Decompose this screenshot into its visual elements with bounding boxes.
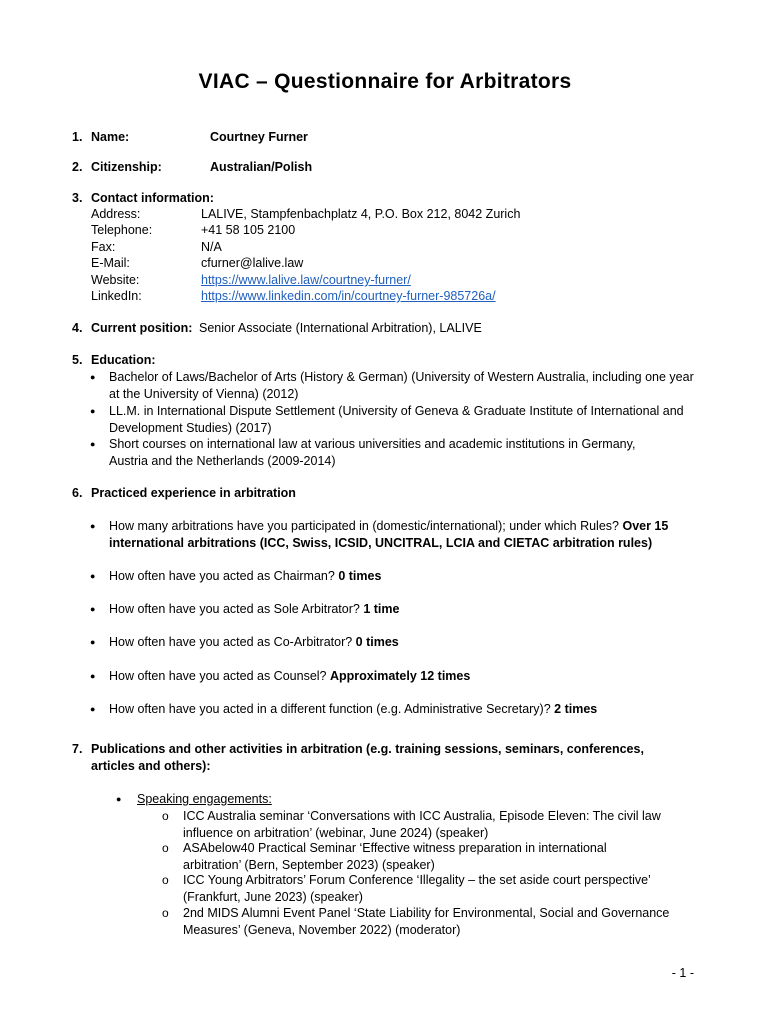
experience-question bbox=[109, 568, 381, 584]
education-heading: Education: bbox=[91, 353, 156, 367]
fax-value: N/A bbox=[201, 240, 222, 254]
telephone-value: +41 58 105 2100 bbox=[201, 223, 296, 237]
publications-heading: Publications and other activities in arbitration (e.g. training sessions, seminars, conferences, articles and others): bbox=[91, 742, 644, 773]
bullet-icon: ● bbox=[90, 637, 96, 647]
position-label: Current position: bbox=[91, 321, 193, 335]
address-value: LALIVE, Stampfenbachplatz 4, P.O. Box 212, 8042 Zurich bbox=[201, 207, 521, 221]
bullet-icon: ● bbox=[90, 521, 96, 531]
bullet-icon: ● bbox=[90, 604, 96, 614]
circle-bullet-icon: o bbox=[162, 809, 169, 823]
education-item: LL.M. in International Dispute Settlement (University of Geneva & Graduate Institute of International and Development Studies) (2017) bbox=[109, 404, 684, 435]
linkedin-link[interactable]: https://www.linkedin.com/in/courtney-furner-985726a/ bbox=[201, 289, 496, 303]
circle-bullet-icon: o bbox=[162, 841, 169, 855]
bullet-icon: ● bbox=[90, 571, 96, 581]
circle-bullet-icon: o bbox=[162, 906, 169, 920]
citizenship-label: Citizenship: bbox=[91, 160, 162, 174]
email-label: E-Mail: bbox=[91, 256, 130, 270]
answer-text: 2 times bbox=[554, 702, 598, 716]
document-title: VIAC – Questionnaire for Arbitrators bbox=[198, 70, 572, 93]
section-number: 6. bbox=[72, 486, 83, 500]
email-value: cfurner@lalive.law bbox=[201, 256, 304, 270]
website-label: Website: bbox=[91, 273, 140, 287]
answer-text: 0 times bbox=[355, 635, 399, 649]
fax-label: Fax: bbox=[91, 240, 116, 254]
speaking-item: ICC Young Arbitrators’ Forum Conference ‘Illegality – the set aside court perspective’ (Frankfurt, June 2023) (speaker) bbox=[183, 873, 651, 904]
question-text: How many arbitrations have you participated in (domestic/international); under which Rules? bbox=[109, 519, 619, 533]
answer-text: Over 15 international arbitrations (ICC, Swiss, ICSID, UNCITRAL, LCIA and CIETAC arbitration rules) bbox=[109, 519, 669, 550]
telephone-label: Telephone: bbox=[91, 223, 153, 237]
experience-question bbox=[109, 518, 701, 551]
bullet-icon: ● bbox=[90, 704, 96, 714]
circle-bullet-icon: o bbox=[162, 873, 169, 887]
experience-question bbox=[109, 701, 597, 717]
name-value: Courtney Furner bbox=[210, 130, 308, 144]
page-number: - 1 - bbox=[671, 966, 694, 980]
experience-question bbox=[109, 601, 399, 617]
bullet-icon: ● bbox=[116, 794, 122, 804]
question-text: How often have you acted as Sole Arbitrator? bbox=[109, 602, 360, 616]
question-text: How often have you acted as Co-Arbitrator? bbox=[109, 635, 353, 649]
answer-text: 1 time bbox=[363, 602, 400, 616]
speaking-item: ASAbelow40 Practical Seminar ‘Effective witness preparation in international arbitration’ (Bern, September 2023) (speaker) bbox=[183, 841, 607, 872]
speaking-item: 2nd MIDS Alumni Event Panel ‘State Liability for Environmental, Social and Governance Measures’ (Geneva, November 2022) (moderator) bbox=[183, 906, 670, 937]
bullet-icon: ● bbox=[90, 372, 96, 382]
address-label: Address: bbox=[91, 207, 141, 221]
experience-heading: Practiced experience in arbitration bbox=[91, 486, 296, 500]
section-number: 7. bbox=[72, 742, 83, 756]
speaking-engagements-label: Speaking engagements: bbox=[137, 792, 272, 806]
question-text: How often have you acted as Chairman? bbox=[109, 569, 335, 583]
linkedin-label: LinkedIn: bbox=[91, 289, 142, 303]
section-number: 5. bbox=[72, 353, 83, 367]
contact-heading: Contact information: bbox=[91, 191, 214, 205]
question-text: How often have you acted in a different function (e.g. Administrative Secretary)? bbox=[109, 702, 551, 716]
section-number: 4. bbox=[72, 321, 83, 335]
speaking-item: ICC Australia seminar ‘Conversations with ICC Australia, Episode Eleven: The civil law influence on arbitration’ (webinar, June 2024) (speaker) bbox=[183, 809, 661, 840]
bullet-icon: ● bbox=[90, 671, 96, 681]
education-item: Bachelor of Laws/Bachelor of Arts (History & German) (University of Western Australia, including one year at the University of Vienna) (2012) bbox=[109, 370, 694, 401]
section-number: 3. bbox=[72, 191, 83, 205]
experience-question bbox=[109, 634, 399, 650]
position-value: Senior Associate (International Arbitration), LALIVE bbox=[199, 321, 482, 335]
answer-text: Approximately 12 times bbox=[329, 669, 471, 683]
answer-text: 0 times bbox=[338, 569, 382, 583]
question-text: How often have you acted as Counsel? bbox=[109, 669, 327, 683]
website-link[interactable]: https://www.lalive.law/courtney-furner/ bbox=[201, 273, 411, 287]
education-item: Short courses on international law at various universities and academic institutions in Germany, Austria and the Netherlands (2009-2014) bbox=[109, 437, 636, 468]
section-number: 2. bbox=[72, 160, 83, 174]
section-number: 1. bbox=[72, 130, 83, 144]
bullet-icon: ● bbox=[90, 406, 96, 416]
name-label: Name: bbox=[91, 130, 130, 144]
bullet-icon: ● bbox=[90, 439, 96, 449]
experience-question bbox=[109, 668, 470, 684]
citizenship-value: Australian/Polish bbox=[210, 160, 313, 174]
